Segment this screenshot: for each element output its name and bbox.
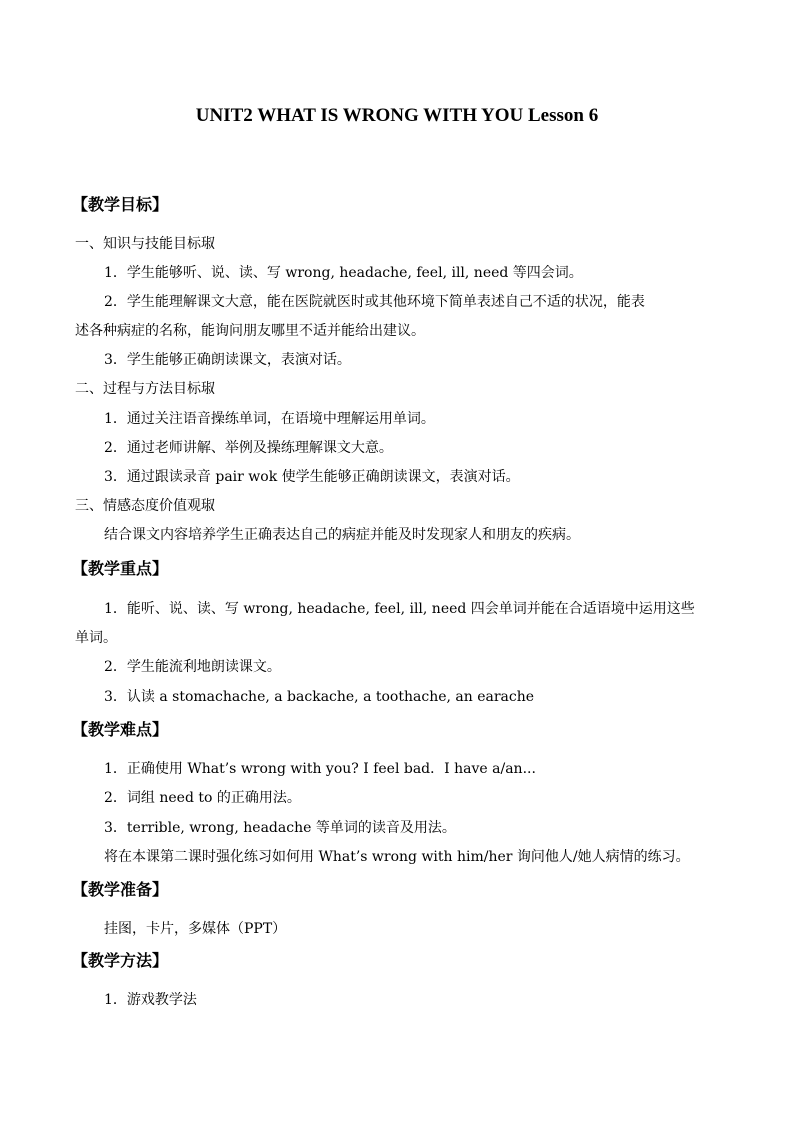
text-line: 3．通过跟读录音 pair wok 使学生能够正确朗读课文，表演对话。	[104, 469, 520, 485]
text-line: 3．认读 a stomachache, a backache, a toothache, an earache	[104, 689, 535, 705]
text-line: 三、情感态度价值观琡	[75, 498, 215, 514]
text-line: 二、过程与方法目标琡	[75, 381, 215, 397]
text-line: 1．学生能够听、说、读、写 wrong, headache, feel, ill, need 等四会词。	[104, 265, 583, 281]
text-line: 结合课文内容培养学生正确表达自己的病症并能及时发现家人和朋友的疾病。	[104, 527, 580, 543]
section-heading-difficulties: 【教学难点】	[72, 720, 169, 739]
text-line: 2．学生能流利地朗读课文。	[104, 659, 281, 675]
text-line: 3．学生能够正确朗读课文，表演对话。	[104, 352, 351, 368]
text-line: 单词。	[75, 630, 117, 646]
text-line: 2．学生能理解课文大意，能在医院就医时或其他环境下简单表述自己不适的状况，能表	[104, 294, 645, 310]
text-line: 挂图，卡片，多媒体（PPT）	[104, 921, 287, 937]
text-line: 3．terrible, wrong, headache 等单词的读音及用法。	[104, 820, 456, 836]
text-line: 将在本课第二课时强化练习如何用 What’s wrong with him/her 询问他人/她人病情的练习。	[104, 849, 690, 865]
section-heading-objectives: 【教学目标】	[72, 195, 169, 214]
text-line: 1．正确使用 What’s wrong with you? I feel bad．I have a/an...	[104, 761, 536, 777]
section-heading-methods: 【教学方法】	[72, 951, 169, 970]
text-line: 1．游戏教学法	[104, 992, 197, 1008]
text-line: 2．词组 need to 的正确用法。	[104, 790, 301, 806]
document-title: UNIT2 WHAT IS WRONG WITH YOU Lesson 6	[195, 105, 599, 126]
text-line: 1．通过关注语音操练单词，在语境中理解运用单词。	[104, 411, 435, 427]
section-heading-preparation: 【教学准备】	[72, 880, 169, 899]
text-line: 述各种病症的名称，能询问朋友哪里不适并能给出建议。	[75, 323, 425, 339]
text-line: 2．通过老师讲解、举例及操练理解课文大意。	[104, 440, 393, 456]
text-line: 1．能听、说、读、写 wrong, headache, feel, ill, need 四会单词并能在合适语境中运用这些	[104, 601, 695, 617]
section-heading-key-points: 【教学重点】	[72, 559, 169, 578]
text-line: 一、知识与技能目标琡	[75, 236, 215, 252]
